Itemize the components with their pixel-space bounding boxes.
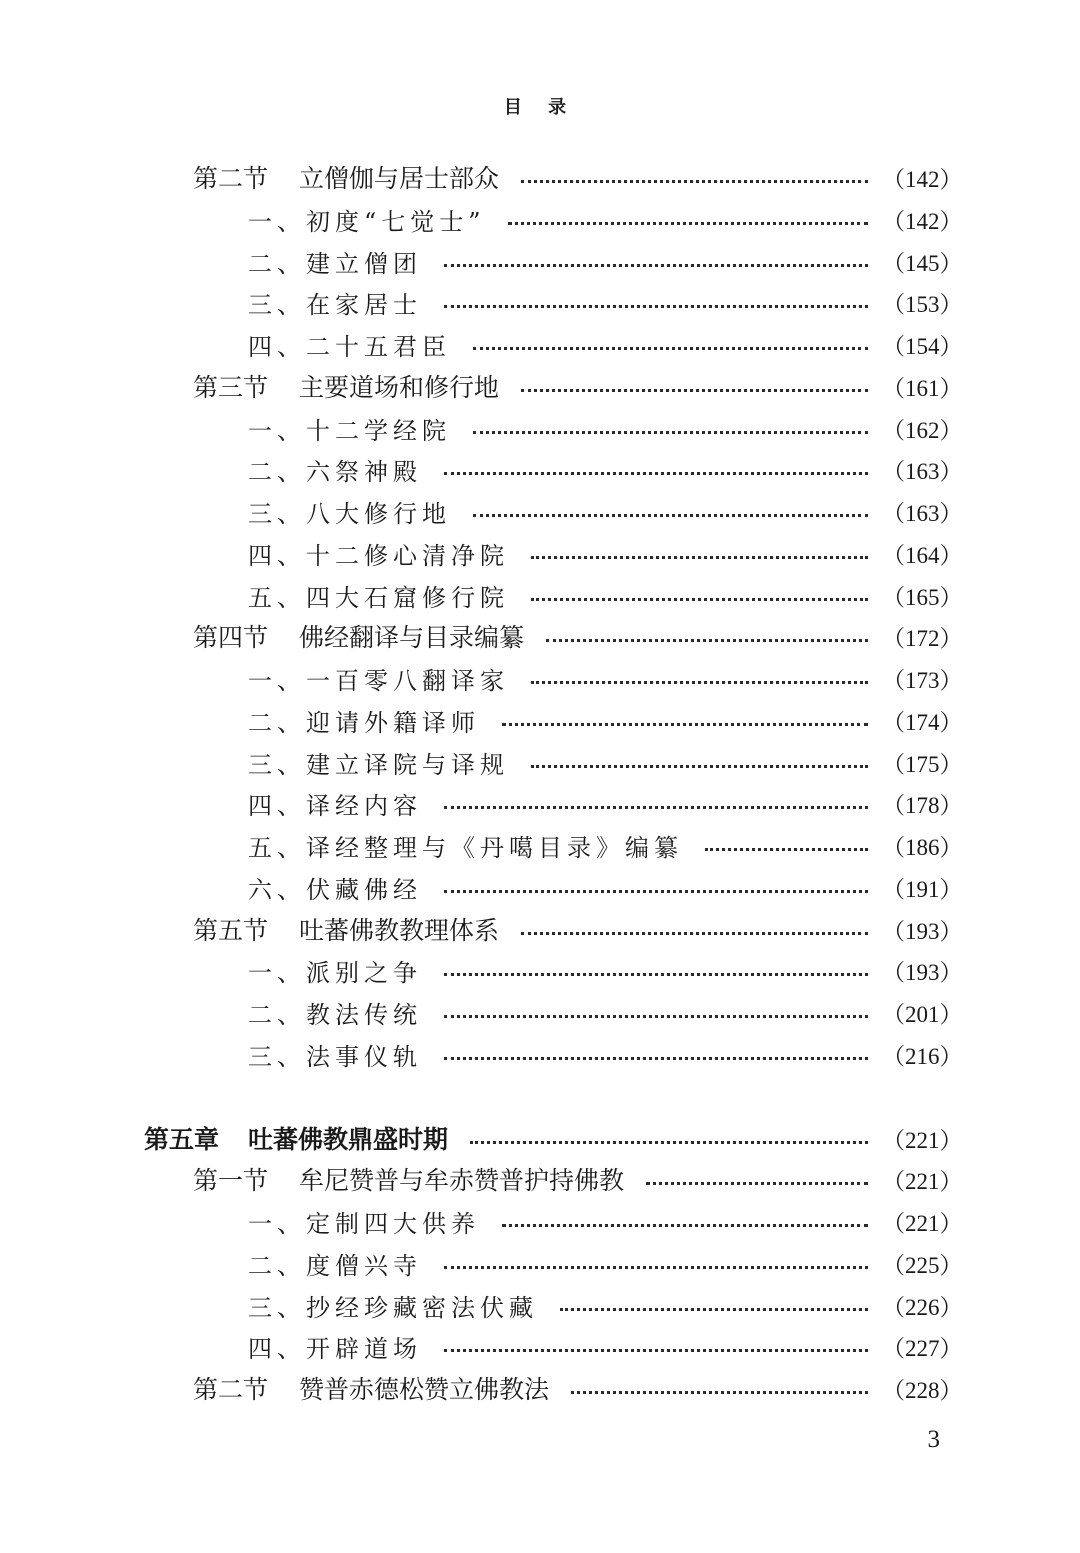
toc-entry-label	[248, 703, 480, 738]
toc-item-entry[interactable]	[248, 782, 963, 824]
toc-entry-title: 吐蕃佛教鼎盛时期	[248, 1125, 449, 1154]
toc-entry-label	[248, 1037, 422, 1072]
toc-page-ref: （178）	[882, 792, 963, 818]
toc-entry-title: 主要道场和修行地	[299, 373, 500, 402]
toc-entry-number: 第二节	[193, 164, 269, 193]
toc-leader-dots	[470, 1141, 868, 1144]
toc-entry-label	[193, 911, 499, 947]
toc-entry-title: 二、六祭神殿	[248, 457, 422, 486]
toc-entry-title: 五、译经整理与《丹噶目录》编纂	[248, 833, 683, 862]
toc-page-ref: （225）	[882, 1252, 963, 1278]
toc-entry-label	[248, 1246, 422, 1281]
toc-leader-dots	[531, 556, 868, 559]
toc-item-entry[interactable]	[248, 1200, 963, 1242]
toc-leader-dots	[444, 1015, 868, 1018]
toc-page-ref: （165）	[882, 584, 963, 610]
toc-entry-label	[248, 202, 486, 237]
toc-page-ref: （221）	[882, 1210, 963, 1236]
toc-page-ref: （186）	[882, 834, 963, 860]
toc-page-ref: （163）	[882, 458, 963, 484]
toc-item-entry[interactable]	[248, 657, 963, 699]
toc-entry-title: 二、教法传统	[248, 1000, 422, 1029]
toc-entry-title: 一、初度“七觉士”	[248, 207, 486, 236]
toc-item-entry[interactable]	[248, 198, 963, 240]
toc-item-entry[interactable]	[248, 281, 963, 323]
toc-leader-dots	[571, 1391, 868, 1394]
toc-item-entry[interactable]	[248, 574, 963, 616]
toc-leader-dots	[444, 890, 868, 893]
toc-item-entry[interactable]	[248, 866, 963, 908]
toc-entry-label	[248, 578, 509, 613]
toc-entry-label	[248, 953, 422, 988]
page-number: 3	[927, 1426, 940, 1453]
toc-leader-dots	[473, 514, 868, 517]
toc-leader-dots	[444, 264, 868, 267]
toc-leader-dots	[502, 1224, 868, 1227]
toc-entry-title: 三、在家居士	[248, 290, 422, 319]
toc-entry-label	[248, 661, 509, 696]
toc-leader-dots	[444, 472, 868, 475]
toc-entry-title: 四、二十五君臣	[248, 332, 451, 361]
toc-item-entry[interactable]	[248, 699, 963, 741]
toc-entry-number: 第二节	[193, 1375, 269, 1404]
toc-page-ref: （221）	[882, 1168, 963, 1194]
toc-leader-dots	[444, 1349, 868, 1352]
toc-leader-dots	[546, 639, 868, 642]
toc-page-ref: （193）	[882, 918, 963, 944]
toc-entry-title: 五、四大石窟修行院	[248, 583, 509, 612]
toc-entry-label	[144, 1120, 448, 1156]
toc-entry-title: 六、伏藏佛经	[248, 875, 422, 904]
toc-leader-dots	[444, 1266, 868, 1269]
toc-entry-label	[248, 1204, 480, 1239]
toc-page-ref: （142）	[882, 208, 963, 234]
toc-item-entry[interactable]	[248, 1284, 963, 1326]
toc-page-ref: （161）	[882, 375, 963, 401]
toc-page-ref: （163）	[882, 500, 963, 526]
toc-page-ref: （175）	[882, 751, 963, 777]
toc-entry-label	[248, 786, 422, 821]
toc-item-entry[interactable]	[248, 490, 963, 532]
toc-entry-label	[193, 368, 499, 404]
toc-entry-title: 一、派别之争	[248, 958, 422, 987]
toc-entry-title: 三、建立译院与译规	[248, 750, 509, 779]
toc-item-entry[interactable]	[248, 448, 963, 490]
toc-item-entry[interactable]	[248, 741, 963, 783]
toc-page-ref: （145）	[882, 250, 963, 276]
toc-entry-number: 第五节	[193, 916, 269, 945]
toc-entry-label	[248, 411, 451, 446]
toc-entry-label	[248, 327, 451, 362]
toc-item-entry[interactable]	[248, 1325, 963, 1367]
toc-entry-title: 佛经翻译与目录编纂	[299, 623, 525, 652]
toc-entry-title: 二、度僧兴寺	[248, 1251, 422, 1280]
toc-entry-title: 牟尼赞普与牟赤赞普护持佛教	[299, 1166, 625, 1195]
toc-leader-dots	[508, 222, 868, 225]
toc-item-entry[interactable]	[248, 949, 963, 991]
toc-page-ref: （162）	[882, 417, 963, 443]
toc-entry-title: 一、十二学经院	[248, 416, 451, 445]
toc-page-ref: （193）	[882, 959, 963, 985]
toc-section-entry[interactable]	[193, 1367, 963, 1409]
toc-item-entry[interactable]	[248, 1033, 963, 1075]
toc-item-entry[interactable]	[248, 991, 963, 1033]
toc-page-ref: （201）	[882, 1001, 963, 1027]
toc-entry-title: 三、抄经珍藏密法伏藏	[248, 1293, 538, 1322]
toc-entry-title: 一、定制四大供养	[248, 1209, 480, 1238]
toc-section-entry[interactable]	[193, 1158, 963, 1200]
toc-leader-dots	[646, 1182, 868, 1185]
toc-entry-title: 立僧伽与居士部众	[299, 164, 500, 193]
toc-entry-number: 第五章	[144, 1125, 220, 1154]
toc-item-entry[interactable]	[248, 532, 963, 574]
toc-leader-dots	[521, 180, 868, 183]
toc-entry-label	[248, 828, 683, 863]
toc-entry-label	[248, 870, 422, 905]
toc-leader-dots	[560, 1308, 868, 1311]
toc-page-ref: （228）	[882, 1377, 963, 1403]
toc-entry-label	[248, 452, 422, 487]
toc-page-ref: （154）	[882, 333, 963, 359]
toc-leader-dots	[521, 932, 868, 935]
toc-page-ref: （174）	[882, 709, 963, 735]
toc-entry-label	[248, 494, 451, 529]
toc-entry-title: 二、迎请外籍译师	[248, 708, 480, 737]
toc-item-entry[interactable]	[248, 240, 963, 282]
toc-entry-title: 四、开辟道场	[248, 1334, 422, 1363]
toc-page-ref: （221）	[882, 1127, 963, 1153]
toc-section-entry[interactable]	[193, 156, 963, 198]
toc-chapter-entry[interactable]	[144, 1117, 963, 1159]
toc-entry-label	[193, 159, 499, 195]
toc-entry-label	[248, 536, 509, 571]
toc-entry-label	[248, 244, 422, 279]
toc-entry-label	[193, 618, 524, 654]
toc-entry-title: 三、法事仪轨	[248, 1042, 422, 1071]
toc-page-ref: （172）	[882, 625, 963, 651]
toc-entry-label	[248, 745, 509, 780]
toc-section-entry[interactable]	[193, 365, 963, 407]
toc-page-ref: （164）	[882, 542, 963, 568]
toc-leader-dots	[531, 681, 868, 684]
toc-entry-label	[193, 1161, 624, 1197]
toc-leader-dots	[705, 848, 868, 851]
toc-entry-label	[248, 995, 422, 1030]
toc-leader-dots	[473, 431, 868, 434]
toc-entry-title: 赞普赤德松赞立佛教法	[299, 1375, 550, 1404]
toc-item-entry[interactable]	[248, 407, 963, 449]
toc-item-entry[interactable]	[248, 1242, 963, 1284]
toc-entry-number: 第一节	[193, 1166, 269, 1195]
toc-leader-dots	[502, 723, 868, 726]
toc-entry-title: 四、十二修心清净院	[248, 541, 509, 570]
toc-page-ref: （153）	[882, 291, 963, 317]
toc-section-entry[interactable]	[193, 615, 963, 657]
toc-page-ref: （142）	[882, 166, 963, 192]
toc-entry-label	[193, 1370, 549, 1406]
toc-item-entry[interactable]	[248, 824, 963, 866]
toc-entry-title: 二、建立僧团	[248, 249, 422, 278]
toc-page-ref: （216）	[882, 1043, 963, 1069]
toc-entry-number: 第三节	[193, 373, 269, 402]
toc-entry-title: 三、八大修行地	[248, 499, 451, 528]
toc-entry-number: 第四节	[193, 623, 269, 652]
toc-leader-dots	[473, 347, 868, 350]
toc-entry-title: 四、译经内容	[248, 791, 422, 820]
toc-entry-label	[248, 1329, 422, 1364]
page-title: 目 录	[503, 97, 577, 118]
toc-leader-dots	[531, 765, 868, 768]
toc-leader-dots	[531, 598, 868, 601]
toc-leader-dots	[444, 1057, 868, 1060]
toc-leader-dots	[444, 973, 868, 976]
toc-page-ref: （173）	[882, 667, 963, 693]
toc-item-entry[interactable]	[248, 323, 963, 365]
toc-entry-label	[248, 285, 422, 320]
toc-leader-dots	[444, 305, 868, 308]
toc-section-entry[interactable]	[193, 908, 963, 950]
toc-entry-title: 吐蕃佛教教理体系	[299, 916, 500, 945]
toc-leader-dots	[444, 806, 868, 809]
toc-leader-dots	[521, 389, 868, 392]
toc-page-ref: （227）	[882, 1335, 963, 1361]
toc-page-ref: （226）	[882, 1294, 963, 1320]
toc-page-ref: （191）	[882, 876, 963, 902]
toc-entry-title: 一、一百零八翻译家	[248, 666, 509, 695]
toc-entry-label	[248, 1288, 538, 1323]
